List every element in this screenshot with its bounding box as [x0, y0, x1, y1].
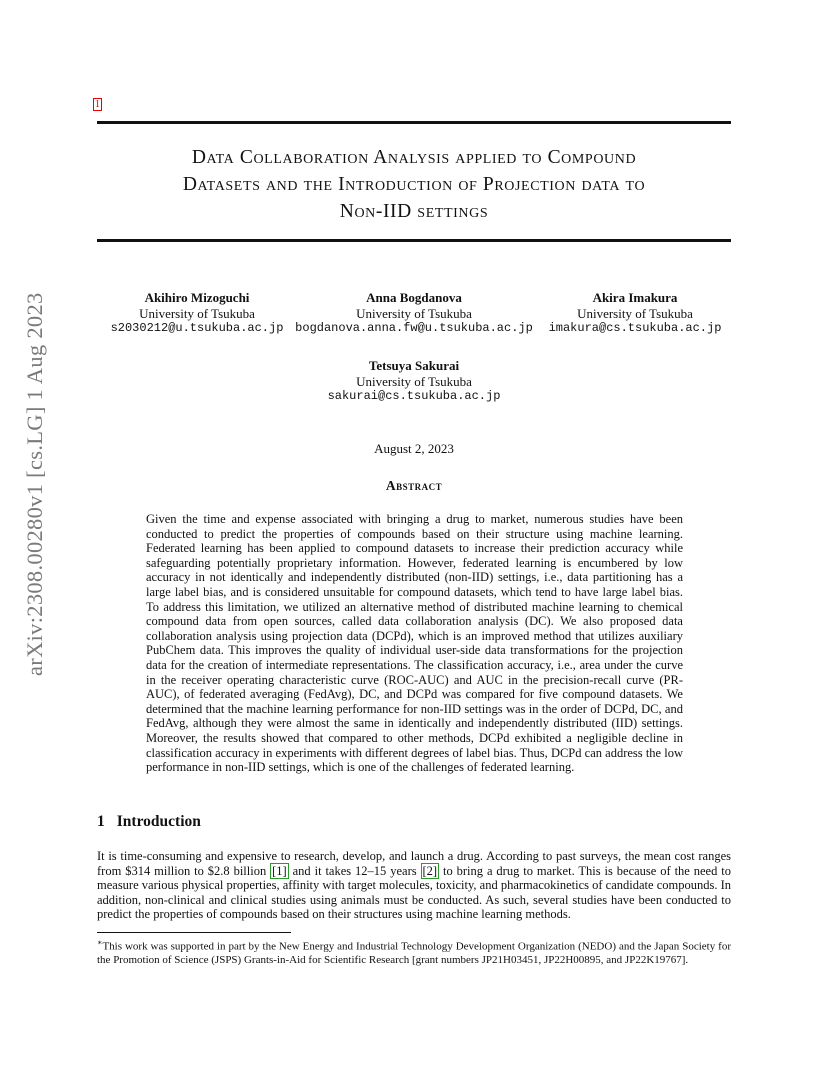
author-affiliation: University of Tsukuba — [139, 305, 255, 321]
publication-date: August 2, 2023 — [374, 441, 454, 456]
abstract-text: Given the time and expense associated with bringing a drug to market, numerous studies have been conducted to predict the properties of compounds based on their structure using machine learning. Federated learning has been applied to compound datasets to increase their prediction accuracy while safeguarding potentially proprietary information. However, federated learning is encumbered by low accuracy in not identically and independently distributed (non-IID) settings, i.e., data partitioning has a large label bias, and is considered unsuitable for compound datasets, which tend to have large label bias. To address this limitation, we utilized an alternative method of distributed machine learning to chemical compound data from open sources, called data collaboration analysis (DC). We also proposed data collaboration analysis using projection data (DCPd), which is an improved method that utilizes auxiliary PubChem data. This improves the quality of individual user-side data transformations for the projection data for the creation of intermediate representations. The classification accuracy, i.e., area under the curve in the receiver operating characteristic curve (ROC-AUC) and AUC in the precision-recall curve (PR-AUC), of federated averaging (FedAvg), DC, and DCPd was compared for five compound datasets. We determined that the machine learning performance for non-IID settings was in the order of DCPd, DC, and FedAvg, although they were almost the same in identically and independently distributed (IID) settings. Moreover, the results showed that compared to other methods, DCPd exhibited a negligible decline in classification accuracy in experiments with different degrees of label bias. Thus, DCPd can address the low performance in non-IID settings, which is one of the challenges of federated learning. — [146, 512, 683, 775]
footnote-mark: ∗ — [97, 938, 103, 947]
footnote-rule — [97, 932, 291, 933]
arxiv-identifier[interactable]: arXiv:2308.00280v1 [cs.LG] 1 Aug 2023 — [22, 292, 47, 676]
author-name: Anna Bogdanova — [366, 290, 462, 305]
author-email[interactable]: sakurai@cs.tsukuba.ac.jp — [327, 389, 501, 403]
title-line-2: Datasets and the Introduction of Projection data to — [182, 174, 646, 195]
author-block-2 — [294, 290, 534, 337]
footnote-text: This work was supported in part by the New Energy and Industrial Technology Development Organization (NEDO) and the Japan Society for the Promotion of Science (JSPS) Grants-in-Aid for Scientific Research [grant numbers JP21H03451, JP22H00895, and JP22K19767]. — [97, 940, 731, 967]
citation-link[interactable]: [1] — [272, 863, 287, 878]
footnote-link-marker[interactable]: 1 — [95, 99, 100, 110]
intro-text-1: It is time-consuming and expensive to research, develop, and launch a drug. According to past surveys, the mean cost ranges from $314 million to $2.8 billion — [97, 849, 731, 878]
author-affiliation: University of Tsukuba — [356, 373, 472, 389]
author-email[interactable]: s2030212@u.tsukuba.ac.jp — [110, 321, 284, 335]
title-rule-bottom — [97, 239, 731, 242]
author-name: Tetsuya Sakurai — [368, 358, 460, 373]
author-affiliation: University of Tsukuba — [356, 305, 472, 321]
author-block-1 — [97, 290, 297, 337]
section-number: 1 — [97, 813, 105, 830]
author-email[interactable]: bogdanova.anna.fw@u.tsukuba.ac.jp — [295, 321, 533, 335]
author-name: Akihiro Mizoguchi — [144, 290, 250, 305]
citation-link[interactable]: [2] — [422, 863, 438, 878]
title-line-3: Non-IID settings — [339, 201, 489, 222]
footnote — [97, 936, 731, 968]
introduction-paragraph — [97, 849, 731, 922]
author-block-4 — [314, 358, 514, 405]
author-name: Akira Imakura — [592, 290, 678, 305]
author-affiliation: University of Tsukuba — [577, 305, 693, 321]
intro-text-2: and it takes 12–15 years — [288, 863, 421, 878]
title-rule-top — [97, 121, 731, 124]
abstract-heading: Abstract — [385, 478, 443, 493]
section-heading — [97, 813, 201, 831]
intro-text-3: to bring a drug to market. This is because of the need to measure various physical properties, affinity with target molecules, toxicity, and pharmacokinetics of candidate compounds. In addition, non-clinical and clinical studies using animals must be conducted. As such, several studies have been conducted to predict the properties of compounds based on their structures using machine learning methods. — [97, 863, 731, 922]
paper-title — [97, 144, 731, 225]
title-line-1: Data Collaboration Analysis applied to Compound — [191, 147, 637, 168]
section-title: Introduction — [116, 813, 201, 830]
author-email[interactable]: imakura@cs.tsukuba.ac.jp — [548, 321, 722, 335]
author-block-3 — [545, 290, 725, 337]
